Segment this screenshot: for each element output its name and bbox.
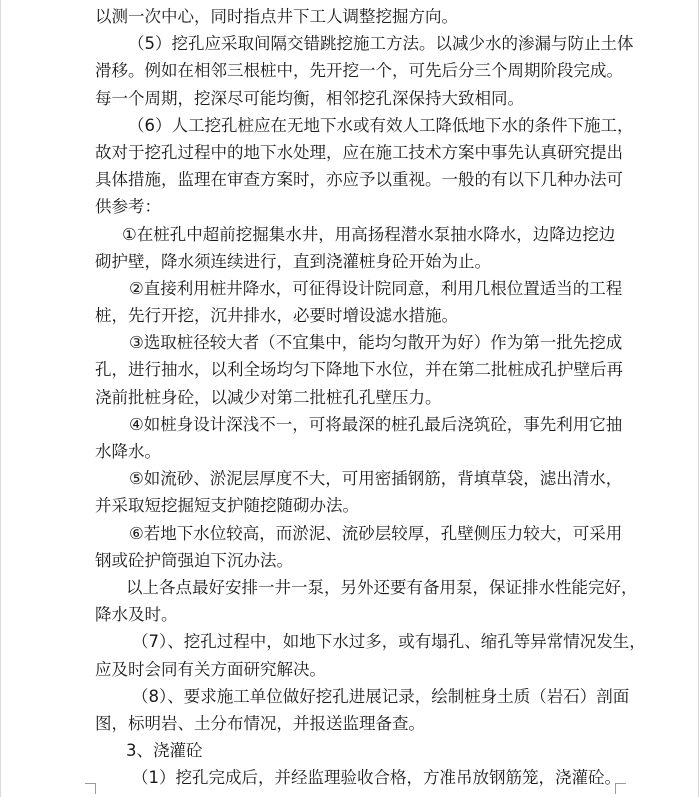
text-line: 孔，进行抽水，以利全场均匀下降地下水位，并在第二批桩成孔护壁后再 xyxy=(95,360,623,380)
text-line: （5）挖孔应采取间隔交错跳挖施工方法。以减少水的渗漏与防止土体 xyxy=(128,34,634,54)
text-line: 滑移。例如在相邻三根桩中，先开挖一个，可先后分三个周期阶段完成。 xyxy=(95,61,623,81)
text-line: ④如桩身设计深浅不一，可将最深的桩孔最后浇筑砼，事先利用它抽 xyxy=(129,414,623,434)
text-line: 以测一次中心，同时指点井下工人调整挖掘方向。 xyxy=(95,7,458,26)
text-line: 应及时会同有关方面研究解决。 xyxy=(95,659,326,679)
text-line: ⑤如流砂、淤泥层厚度不大，可用密插钢筋，背填草袋，滤出清水， xyxy=(129,469,623,489)
text-line: （1）挖孔完成后，并经监理验收合格，方准吊放钢筋笼，浇灌砼。 xyxy=(132,768,621,788)
text-line: 故对于挖孔过程中的地下水处理，应在施工技术方案中事先认真研究提出 xyxy=(95,142,623,162)
document-body[interactable] xyxy=(95,3,646,791)
text-line: 并采取短挖掘短支护随挖随砌办法。 xyxy=(95,496,359,516)
text-line: 供参考： xyxy=(95,197,161,217)
text-line: ③选取桩径较大者（不宜集中，能均匀散开为好）作为第一批先挖成 xyxy=(129,333,623,353)
text-line: 浇前批桩身砼，以减少对第二批桩孔孔壁压力。 xyxy=(95,387,442,407)
text-line: （7）、挖孔过程中，如地下水过多，或有塌孔、缩孔等异常情况发生， xyxy=(132,632,646,652)
text-line: 图，标明岩、土分布情况，并报送监理备查。 xyxy=(95,713,425,733)
text-line: 具体措施，监理在审查方案时，亦应予以重视。一般的有以下几种办法可 xyxy=(95,170,623,190)
text-line: ②直接利用桩井降水，可征得设计院同意，利用几根位置适当的工程 xyxy=(129,278,623,298)
text-line: （6）人工挖孔桩应在无地下水或有效人工降低地下水的条件下施工， xyxy=(128,115,634,135)
text-line: 以上各点最好安排一井一泵，另外还要有备用泵，保证排水性能完好， xyxy=(126,577,638,597)
text-line: 3、浇灌砼 xyxy=(126,741,203,761)
text-line: 砌护壁，降水须连续进行，直到浇灌桩身砼开始为止。 xyxy=(95,251,491,271)
text-line: 每一个周期，挖深尽可能均衡，相邻挖孔深保持大致相同。 xyxy=(95,88,524,108)
text-line: （8）、要求施工单位做好挖孔进展记录，绘制桩身土质（岩石）剖面 xyxy=(132,686,630,706)
text-line: ①在桩孔中超前挖掘集水井，用高扬程潜水泵抽水降水，边降边挖边 xyxy=(122,224,616,244)
text-line: ⑥若地下水位较高，而淤泥、流砂层较厚，孔壁侧压力较大，可采用 xyxy=(129,523,623,543)
text-line: 桩，先行开挖，沉井排水，必要时增设滤水措施。 xyxy=(95,306,458,326)
text-line: 钢或砼护筒强迫下沉办法。 xyxy=(95,550,293,570)
text-line: 水降水。 xyxy=(95,442,161,461)
text-line: 降水及时。 xyxy=(95,605,178,625)
